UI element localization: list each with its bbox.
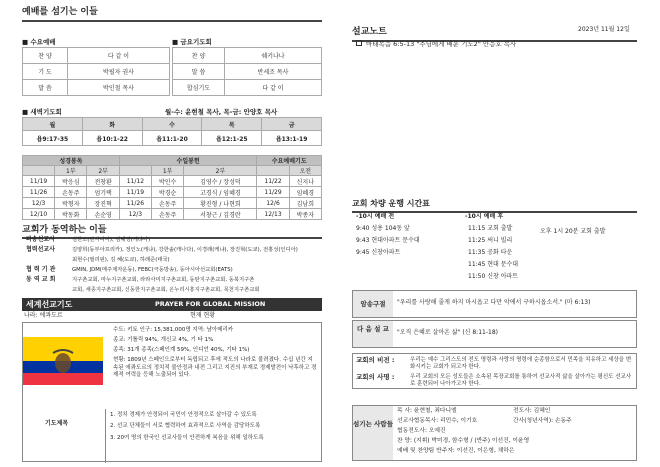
bus-title: 교회 차량 운행 시간표 — [352, 198, 637, 213]
verse-box — [352, 290, 637, 318]
schedule-cell: 12/3 — [23, 198, 55, 209]
schedule-cell: 11/26 — [119, 198, 151, 209]
fact-item: 현황: 1809년 스페인으로부터 독립되고 후에 적도의 나라로 불려졌다. 수십 년간 지속된 에콰도르의 정치적 불안정과 내전 그리고 지진의 부재로 경제발전이 낙후하고 경제적 여력을 등해 노출되어 있다. — [113, 357, 317, 378]
bus-post-item: 11:25 써니 빌리 — [468, 237, 513, 244]
mission-header — [22, 298, 322, 311]
schedule-cell: 손동주 — [151, 209, 183, 220]
nation-label: 나라: 에콰도르 — [24, 312, 63, 319]
dept-row — [22, 246, 322, 256]
fact-item: 종교: 기톨릭 94%, 개신교 4%, 기 타 1% — [113, 337, 214, 344]
server-item: 선교사협동목사: 리민수, 이기호 — [397, 418, 478, 424]
bus-post-item: 11:15 교회 출발 — [468, 225, 513, 232]
prayer-label: 기도제목 — [45, 420, 69, 427]
servers-list — [397, 408, 529, 458]
right-title: 설교노트 — [352, 24, 637, 42]
server-item: 협동전도사: 오예진 — [397, 428, 446, 434]
next-label: 다 음 설 교 — [353, 321, 393, 347]
sunday-table: 찬 양 다 같 이 기 도 박필자 권사 말 씀 박인철 목사 — [22, 47, 170, 96]
schedule-cell: 박인수 — [151, 176, 183, 187]
prayer-item: 3. 20여 명의 한국인 선교사들이 안전하게 복음을 위해 일하도록 — [110, 434, 264, 441]
schedule-cell: 박동화 — [55, 209, 87, 220]
prayers — [105, 409, 320, 463]
next-box — [352, 320, 637, 348]
dept-row — [22, 286, 322, 296]
schedule-cell: 김영수 / 장성덕 — [184, 176, 257, 187]
schedule-cell: 박경순 — [151, 187, 183, 198]
dept-value: 교회, 세종지구촌교회, 신동한지구촌교회, 온누리시흥지구촌교회, 목천지구촌교회 — [72, 287, 260, 293]
schedule-cell: 12/10 — [23, 209, 55, 220]
verse-label: 암송구절 — [353, 291, 393, 317]
servers-box — [352, 405, 637, 461]
schedule-cell: 전창환 — [87, 176, 119, 187]
dept-value: 지구촌교회, 마누지구촌교회, 라라사미지구촌교회, 동탄지구촌교회, 동북지구촌 — [72, 277, 255, 283]
sermon: 마태복음 6:5-13 "주님에게 배운 기도2" 안응호 목사 — [356, 40, 516, 48]
schedule-cell: 박종자 — [289, 209, 321, 220]
dept-key: 파송선교사 — [26, 236, 55, 243]
fact-item: 종족: 31개 종족(스페인계 59%, 인디언 40%, 기타 1%) — [113, 347, 250, 354]
dept-key: 협력선교사 — [26, 246, 55, 253]
date: 2023년 11월 12일 — [578, 26, 630, 33]
next-text: "오직 은혜로 살아온 삶" (신 8:11-18) — [397, 329, 498, 336]
prayer-item: 2. 선교 단체들이 서로 협력하여 효과적으로 사역을 감당하도록 — [110, 423, 261, 430]
dept-row — [22, 276, 322, 286]
dept-row — [22, 256, 322, 266]
vision-value: 우리 교회의 모든 성도들은 소속된 목장교회를 통하여 선교사적 삶을 살아가는 평신도 선교사로 훈련되어 나아가고자 한다. — [410, 374, 632, 387]
bus-post-list — [468, 226, 518, 286]
bus-post-item: 11:45 현대 문수대 — [468, 261, 519, 268]
server-item-right: 간사(청년사역): 손동주 — [513, 418, 572, 424]
dept-title: 교회가 동역하는 이들 — [22, 222, 322, 239]
schedule-cell: 11/22 — [257, 176, 289, 187]
vision-key: 교회의 사명 : — [356, 373, 395, 381]
vision-key: 교회의 비전 : — [356, 356, 395, 364]
schedule-cell: 박응심 — [55, 176, 87, 187]
schedule-row — [23, 187, 322, 198]
dept-value: 김양희(동부아프리카), 정인노(케냐), 강한솔(캐나다), 이경래(케냐), 장진혁(도쿄), 전홍성(인디아) — [72, 247, 298, 253]
schedule-cell: 장진혁 — [87, 198, 119, 209]
schedule-cell: 황진형 / 나현희 — [184, 198, 257, 209]
schedule-row — [23, 198, 322, 209]
prayer-item: 1. 정치 경제가 안정되어 국민이 안정적으로 살아갈 수 있도록 — [110, 412, 257, 418]
verse-text: "우리를 사랑해 줄게 하지 마시옵고 다만 악에서 구하시옵소서." (마 6:13) — [397, 299, 591, 306]
dept-value: GMIN, JDM(메주제자운동), FEBC(극동방송), 동아시아선교회(EATS) — [72, 267, 233, 273]
dept-row — [22, 236, 322, 246]
schedule-cell: 11/12 — [119, 176, 151, 187]
dept-value: 최현수(필리핀), 김 혜(도쿄), 하래준(태국) — [72, 257, 170, 263]
dawn-table: 월 화 수 목 금 욥9:17-35 욥10:1-22 욥11:1-20 욥12:1-25 욥13:1-19 — [22, 117, 322, 146]
dept-row — [22, 266, 322, 276]
schedule-cell: 11/19 — [119, 187, 151, 198]
bus-pre-item: 9:43 현대아파트 문수대 — [356, 237, 420, 244]
mission-title: 세계선교기도 — [26, 300, 73, 309]
bus-post-heading: -10시 예배 후 — [465, 213, 504, 220]
dept-key: 동 역 교 회 — [26, 276, 56, 283]
friday-table: 찬 양 쉐키나나 말 씀 반세조 목사 합심기도 다 같 이 — [172, 47, 322, 96]
left-title: 예배를 섬기는 이들 — [22, 4, 322, 22]
server-item: 목 사: 윤현철, 죄다니엘 — [397, 408, 457, 414]
bus-extra: 오후 1시 20분 교회 출발 — [540, 228, 606, 235]
dawn-note: 월-수: 윤현철 목사, 목-금: 안양호 목사 — [165, 108, 278, 116]
schedule-cell: 임혜경 — [289, 187, 321, 198]
schedule-table: 성경봉독 수일봉헌 수요예배기도 1부 2부 1부 2부 오전 11/19 박응심 전창환 11/12 박인수 김영수 / 장성덕 11/22 신지나 11/26 손동주 엄기택 11/19 박경순 고경식 / 임혜경 11/29 임혜경 12/3 박형자 장진혁 11/26 손동주 황진형 / 나현희 12/6 김남희 12/10 박동화 손순영 12/3 손동주 서창근 / 김경란 12/13 박종자 — [22, 155, 322, 220]
current-label: 현재 현황 — [190, 312, 216, 319]
checkbox-icon[interactable] — [356, 40, 362, 46]
schedule-row — [23, 209, 322, 220]
ecuador-flag — [23, 337, 103, 385]
schedule-cell: 손순영 — [87, 209, 119, 220]
sunday-label: ■ 수요예배 — [22, 38, 56, 46]
server-item: 찬 양: (지휘) 박미경, 함수형 / (반주) 이선진, 이윤영 — [397, 438, 530, 444]
schedule-cell: 12/6 — [257, 198, 289, 209]
schedule-cell: 손동주 — [151, 198, 183, 209]
schedule-cell: 고경식 / 임혜경 — [184, 187, 257, 198]
schedule-row — [23, 176, 322, 187]
vision-value: 우리는 예수 그리스도의 전도 명령과 사랑의 명령에 순종함으로서 민족을 치유하고 세상을 변화시키는 교회가 되고자 한다. — [410, 357, 632, 370]
bus-post-item: 11:50 신창 아파트 — [468, 273, 519, 280]
bus-pre-list — [356, 226, 420, 262]
vision-row — [356, 374, 634, 391]
server-item-right: 전도사: 김혜인 — [513, 408, 551, 414]
server-item: 예배 및 찬양팀 반주자: 이선진, 이은형, 채하은 — [397, 448, 515, 454]
bus-post-item: 11:35 공화 타운 — [468, 249, 513, 256]
schedule-cell: 박형자 — [55, 198, 87, 209]
bus-pre-item: 9:40 성용 104동 앞 — [356, 225, 410, 232]
schedule-cell: 손동주 — [55, 187, 87, 198]
mission-body — [22, 322, 322, 462]
dawn-label: ■ 새벽기도회 — [22, 108, 62, 116]
schedule-cell: 12/13 — [257, 209, 289, 220]
bus-pre-item: 9:45 신창아파트 — [356, 249, 401, 256]
dept-value: 김한조(탄자니아), 김혜영(케냐나) — [72, 237, 151, 243]
servers-label: 섬기는 사람들 — [353, 406, 393, 460]
schedule-cell: 신지나 — [289, 176, 321, 187]
schedule-cell: 김남희 — [289, 198, 321, 209]
schedule-cell: 11/19 — [23, 176, 55, 187]
schedule-cell: 11/29 — [257, 187, 289, 198]
dept-key: 협 력 기 관 — [26, 266, 56, 273]
servers-list-right — [513, 408, 572, 428]
schedule-cell: 서창근 / 김경란 — [184, 209, 257, 220]
vision-list — [356, 357, 634, 391]
friday-label: ■ 금요기도회 — [172, 38, 212, 46]
mission-title-en: PRAYER FOR GLOBAL MISSION — [155, 300, 266, 308]
schedule-cell: 엄기택 — [87, 187, 119, 198]
vision-row — [356, 357, 634, 374]
schedule-cell: 11/26 — [23, 187, 55, 198]
facts — [113, 327, 318, 382]
bus-pre-heading: -10시 예배 전 — [356, 213, 395, 220]
schedule-cell: 12/3 — [119, 209, 151, 220]
dept-list — [22, 236, 322, 296]
fact-item: 수도: 키토 인구: 15,381,000명 지역: 남아메리카 — [113, 327, 234, 333]
